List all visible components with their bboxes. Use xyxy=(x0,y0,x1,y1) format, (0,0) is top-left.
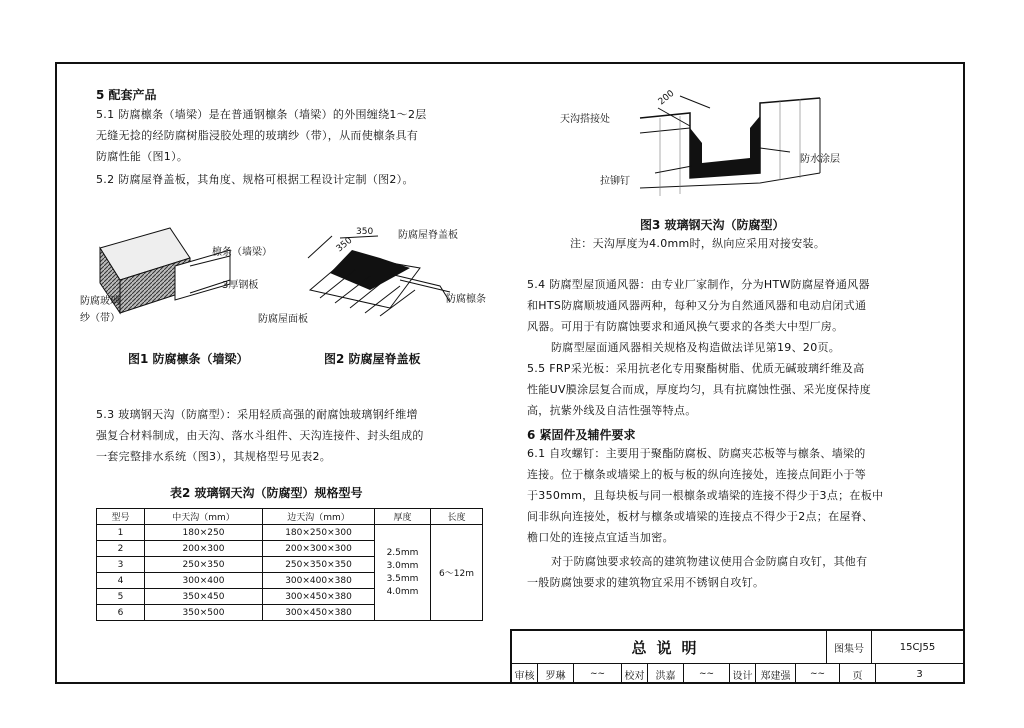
atlas-label: 图集号 xyxy=(827,631,872,664)
review-label: 审核 xyxy=(512,664,538,684)
p53-line3: 一套完整排水系统（图3），其规格型号见表2。 xyxy=(96,450,332,463)
table-header-row xyxy=(97,509,483,525)
cell-side: 200×300×300 xyxy=(263,541,375,557)
thickness-value: 3.5mm xyxy=(386,573,419,584)
cell-model: 3 xyxy=(97,557,145,573)
p62-line2: 一般防腐蚀要求的建筑物宜采用不锈钢自攻钉。 xyxy=(527,576,765,589)
p54-line1: 5.4 防腐型屋顶通风器：由专业厂家制作，分为HTW防腐屋脊通风器 xyxy=(527,278,870,291)
fig2-label-cover: 防腐屋脊盖板 xyxy=(398,230,458,241)
fig2-dim1: 350 xyxy=(334,235,355,255)
p61-line3: 于350mm，且每块板与同一根檩条或墙梁的连接不得少于3点；在板中 xyxy=(527,489,884,502)
cell-model: 5 xyxy=(97,589,145,605)
fig2-label-purlin: 防腐檩条 xyxy=(446,294,486,305)
cell-side: 250×350×350 xyxy=(263,557,375,573)
p51-line2: 无缝无捻的经防腐树脂浸胶处理的玻璃纱（带），从而使檩条具有 xyxy=(96,129,419,142)
p54-line3: 风器。可用于有防腐蚀要求和通风换气要求的各类大中型厂房。 xyxy=(527,320,844,333)
fig3-note: 注：天沟厚度为4.0mm时，纵向应采用对接安装。 xyxy=(570,237,826,250)
cell-side: 300×400×380 xyxy=(263,573,375,589)
cell-mid: 300×400 xyxy=(145,573,263,589)
p52-text: 5.2 防腐屋脊盖板，其角度、规格可根据工程设计定制（图2）。 xyxy=(96,173,414,186)
p55-line2: 性能UV膜涂层复合而成，厚度均匀，具有抗腐蚀性强、采光度保持度 xyxy=(527,383,871,396)
title-block xyxy=(510,629,965,684)
th-mid: 中天沟（mm） xyxy=(145,509,263,525)
table-row xyxy=(97,525,483,541)
p62-line1: 对于防腐蚀要求较高的建筑物建议使用合金防腐自攻钉，其他有 xyxy=(551,555,868,568)
cell-length: 6～12m xyxy=(431,525,483,621)
p61-line2: 连接。位于檩条或墙梁上的板与板的纵向连接处，连接点间距小于等 xyxy=(527,468,866,481)
cell-model: 1 xyxy=(97,525,145,541)
section6-title: 6 紧固件及辅件要求 xyxy=(527,428,636,442)
thickness-value: 4.0mm xyxy=(386,586,419,597)
cell-mid: 250×350 xyxy=(145,557,263,573)
reviewer-signature: ~~ xyxy=(574,664,622,684)
fig3-label-rivet: 拉铆钉 xyxy=(600,176,630,187)
fig3-dim: 200 xyxy=(656,88,677,108)
check-label: 校对 xyxy=(622,664,648,684)
fig3-label-coating: 防水涂层 xyxy=(800,154,840,165)
p53-line1: 5.3 玻璃钢天沟（防腐型）：采用轻质高强的耐腐蚀玻璃钢纤维增 xyxy=(96,408,418,421)
fig2-caption: 图2 防腐屋脊盖板 xyxy=(324,352,421,366)
checker-signature: ~~ xyxy=(684,664,730,684)
th-thickness: 厚度 xyxy=(375,509,431,525)
p55-line3: 高，抗紫外线及自洁性强等特点。 xyxy=(527,404,697,417)
fig1-label-purlin: 檩条（墙梁） xyxy=(212,247,272,258)
cell-mid: 200×300 xyxy=(145,541,263,557)
cell-model: 6 xyxy=(97,605,145,621)
p61-line1: 6.1 自攻螺钉：主要用于聚酯防腐板、防腐夹芯板等与檩条、墙梁的 xyxy=(527,447,866,460)
table2-title: 表2 玻璃钢天沟（防腐型）规格型号 xyxy=(170,486,363,500)
fig1-label-glass1: 防腐玻璃 xyxy=(80,296,120,307)
cell-mid: 180×250 xyxy=(145,525,263,541)
atlas-number: 15CJ55 xyxy=(872,631,963,664)
th-model: 型号 xyxy=(97,509,145,525)
page-number: 3 xyxy=(916,668,923,680)
cell-mid: 350×450 xyxy=(145,589,263,605)
p51-line3: 防腐性能（图1）。 xyxy=(96,150,189,163)
page-label: 页 xyxy=(840,664,876,684)
fig1-label-glass2: 纱（带） xyxy=(80,313,120,324)
fig2-dim2: 350 xyxy=(356,227,374,237)
thickness-value: 3.0mm xyxy=(386,560,419,571)
fig3-caption: 图3 玻璃钢天沟（防腐型） xyxy=(640,218,785,232)
cell-side: 180×250×300 xyxy=(263,525,375,541)
design-label: 设计 xyxy=(730,664,756,684)
cell-mid: 350×500 xyxy=(145,605,263,621)
cell-side: 300×450×380 xyxy=(263,589,375,605)
section5-title: 5 配套产品 xyxy=(96,88,157,102)
th-side: 边天沟（mm） xyxy=(263,509,375,525)
p53-line2: 强复合材料制成，由天沟、落水斗组件、天沟连接件、封头组成的 xyxy=(96,429,424,442)
cell-model: 2 xyxy=(97,541,145,557)
designer-signature: ~~ xyxy=(796,664,840,684)
p51-line1: 5.1 防腐檩条（墙梁）是在普通钢檩条（墙梁）的外围缠绕1～2层 xyxy=(96,108,427,121)
thickness-value: 2.5mm xyxy=(386,547,419,558)
fig3-label-joint: 天沟搭接处 xyxy=(560,114,610,125)
p54-line2: 和HTS防腐顺坡通风器两种，每种又分为自然通风器和电动启闭式通 xyxy=(527,299,867,312)
cell-thickness xyxy=(375,525,431,621)
p61-line4: 间非纵向连接处，板材与檩条或墙梁的连接点不得少于2点；在屋脊、 xyxy=(527,510,874,523)
fig2-ridge-drawing xyxy=(300,228,480,328)
p54-line4: 防腐型屋面通风器相关规格及构造做法详见第19、20页。 xyxy=(551,341,841,354)
fig3-gutter-drawing xyxy=(630,88,830,203)
fig1-caption: 图1 防腐檩条（墙梁） xyxy=(128,352,249,366)
checker-name: 洪嘉 xyxy=(648,664,684,684)
fig1-label-plate: 3厚钢板 xyxy=(222,280,259,291)
cell-side: 300×450×380 xyxy=(263,605,375,621)
designer-name: 郑建强 xyxy=(756,664,796,684)
th-length: 长度 xyxy=(431,509,483,525)
spec-table xyxy=(96,508,483,621)
reviewer-name: 罗琳 xyxy=(538,664,574,684)
p55-line1: 5.5 FRP采光板：采用抗老化专用聚酯树脂、优质无碱玻璃纤维及高 xyxy=(527,362,865,375)
p61-line5: 檐口处的连接点宜适当加密。 xyxy=(527,531,674,544)
cell-model: 4 xyxy=(97,573,145,589)
fig2-label-panel: 防腐屋面板 xyxy=(258,314,308,325)
drawing-title: 总说明 xyxy=(512,631,827,664)
